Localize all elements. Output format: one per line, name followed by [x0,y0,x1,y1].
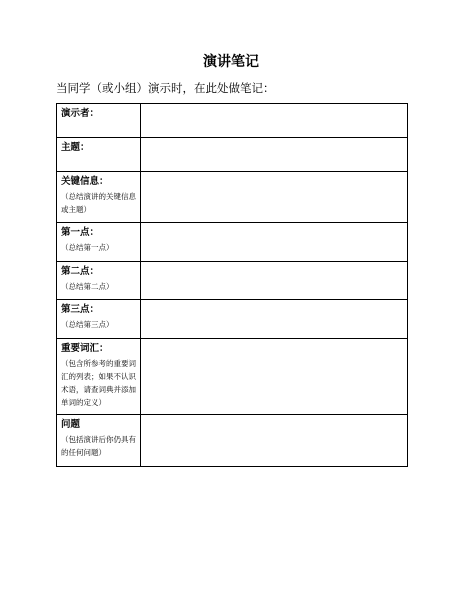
table-row [57,138,408,172]
table-row [57,223,408,262]
answer-cell-topic[interactable] [141,138,408,172]
label-cell-presenter [57,104,141,138]
answer-cell-point-two[interactable] [141,262,408,300]
table-row [57,339,408,415]
document-title: 演讲笔记 [203,54,259,70]
label-cell-point-two [57,262,141,300]
row-hint: （包含所参考的重要词汇的列表；如果不认识术语，请查词典并添加单词的定义） [61,359,136,407]
label-cell-topic [57,138,141,172]
row-label: 演示者： [61,108,100,119]
row-label: 关键信息： [61,176,109,187]
row-hint: （总结演讲的关键信息或主题） [61,192,136,214]
answer-cell-vocabulary[interactable] [141,339,408,415]
label-cell-key-info [57,172,141,223]
row-hint: （包括演讲后你仍具有的任何问题） [61,435,136,457]
notes-table [56,103,408,467]
label-cell-questions [57,415,141,467]
row-label: 第三点： [61,304,100,315]
label-cell-point-three [57,300,141,339]
answer-cell-questions[interactable] [141,415,408,467]
answer-cell-key-info[interactable] [141,172,408,223]
row-hint: （总结第一点） [61,243,114,252]
label-cell-vocabulary [57,339,141,415]
row-label: 第二点： [61,266,100,277]
table-row [57,262,408,300]
answer-cell-point-three[interactable] [141,300,408,339]
table-row [57,300,408,339]
table-row [57,172,408,223]
row-label: 主题： [61,142,90,153]
table-row [57,104,408,138]
table-row [57,415,408,467]
row-label: 重要词汇： [61,343,109,354]
label-cell-point-one [57,223,141,262]
row-label: 问题 [61,419,81,430]
answer-cell-presenter[interactable] [141,104,408,138]
row-hint: （总结第二点） [61,282,114,291]
row-label: 第一点： [61,227,100,238]
row-hint: （总结第三点） [61,320,114,329]
intro-text: 当同学（或小组）演示时，在此处做笔记： [56,81,275,95]
answer-cell-point-one[interactable] [141,223,408,262]
